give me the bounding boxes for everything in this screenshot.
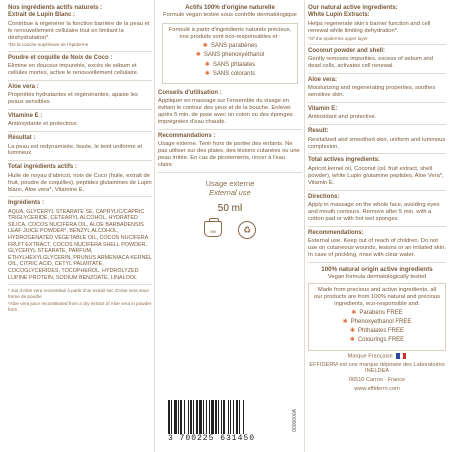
usage-en: External use xyxy=(209,188,251,198)
column-divider xyxy=(304,0,305,452)
en-vite-heading: Vitamin E: xyxy=(308,106,338,113)
en-natural-title: 100% natural origin active ingredients xyxy=(321,265,433,273)
natural-title: Actifs 100% d'origine naturelle xyxy=(185,4,275,11)
ingredients-heading: Ingrédients : xyxy=(8,200,45,207)
free-label: SANS phtalates xyxy=(212,61,256,68)
en-free-intro: Made from precious and active ingredients, all our products are from 100% natural and precious ingredients, eco-responsible and: xyxy=(314,286,440,307)
free-item xyxy=(313,337,441,344)
star-icon: ✱ xyxy=(349,328,355,335)
divider xyxy=(8,160,152,161)
lupin-text: Contribue à régénérer la fonction barrière de la peau et le renouvellement cellulaire tout en limitant la déshydratation*. xyxy=(8,20,150,41)
free-label: SANS colorants xyxy=(212,70,256,77)
aloe-note-en: *Aloe vera juice reconstituted from a dry extract of Aloe vera in powder form xyxy=(8,301,152,312)
en-coco-text: Gently removes impurities, excess of sebum and dead cells, activates cell renewal. xyxy=(308,56,434,70)
coco-text: Elimine en douceur impuretés, excès de sébum et cellules mortes, active le renouvellement cellulaire. xyxy=(8,63,139,77)
divider xyxy=(308,226,446,227)
lupin-heading: Extrait de Lupin Blanc : xyxy=(8,12,76,19)
divider xyxy=(8,196,152,197)
divider xyxy=(308,44,446,45)
star-icon: ✱ xyxy=(195,52,201,59)
divider xyxy=(308,262,446,263)
divider xyxy=(8,109,152,110)
free-label: SANS parabènes xyxy=(210,43,258,50)
divider xyxy=(308,190,446,191)
divider xyxy=(158,129,302,130)
result-text: La peau est redynamisée, lissée, le teint uniforme et lumineux xyxy=(8,143,143,157)
en-directions-text: Apply in massage on the whole face, avoiding eyes and mouth contours. Remove after 5 min. with a cotton pad or with hot wet sponges. xyxy=(308,201,440,222)
symbol-row xyxy=(158,221,302,239)
total-heading: Total ingrédients actifs : xyxy=(8,164,77,171)
en-free-from-box xyxy=(308,283,446,351)
divider xyxy=(8,51,152,52)
section-title: Nos ingrédients actifs naturels : xyxy=(8,4,103,11)
en-total-text: Apricot kernel oil, Coconut (oil, fruit extract, shell powder), white Lupin glutamine peptides, Aloe Vera*, Vitamin E. xyxy=(308,165,444,186)
volume: 50 ml xyxy=(217,203,243,215)
column-french-ingredients xyxy=(8,0,152,452)
barcode-bar xyxy=(244,400,245,434)
en-total-heading: Total actives ingredients: xyxy=(308,157,380,164)
en-result-text: Revitalized and smoothed skin, uniform and luminous complexion. xyxy=(308,136,446,150)
divider xyxy=(158,172,302,173)
star-icon: ✱ xyxy=(204,61,210,68)
free-item xyxy=(313,310,441,317)
column-divider xyxy=(154,0,155,452)
en-aloe-text: Moisturizing and regenerating properties, soothes sensitive skin. xyxy=(308,85,436,99)
en-lupin-note: *Of the epidermis upper layer xyxy=(308,35,368,41)
divider xyxy=(308,73,446,74)
maker-origin-label: Marque Française xyxy=(347,353,393,360)
usage-fr: Usage externe xyxy=(205,179,255,189)
free-label: Phthalates FREE xyxy=(358,328,405,335)
free-label: SANS phenoxyéthanol xyxy=(203,52,265,59)
free-label: Phenoxyethanol FREE xyxy=(350,319,412,326)
pao-jar-icon xyxy=(204,221,222,237)
lupin-note: *De la couche supérieure de l'épiderme xyxy=(8,42,89,48)
star-icon: ✱ xyxy=(202,43,208,50)
aloe-text: Propriétés hydratantes et régénérantes, apaise les peaux sensibles. xyxy=(8,92,138,106)
en-recommend-heading: Recommendations: xyxy=(308,229,364,236)
ingredients-list: AQUA, GLYCERYL STEARATE SE, CAPRYLIC/CAPRIC TRIGLYCERIDE, CETEARYL ALCOHOL, HYDRATED SILICA, COCOS NUCIFERA OIL, ALOE BARBADENSIS LEAF JUICE POWDER*, BENZYL ALCOHOL, HYDROGENATED VEGETABLE OIL, COCOS NUCIFERA FRUIT EXTRACT, COCOS NUCIFERA SHELL POWDER, GLYCERYL STEARATE, PARFUM, ETHYLHEXYLGLYCERIN, PRUNUS ARMENIACA KERNEL OIL, CITRIC ACID, CETYL PALMITATE, COCOGLYCERIDES, TOCOPHEROL, HYDROLYZED LUPINE PROTEIN, SODIUM BENZOATE, LINALOOL xyxy=(8,208,152,281)
recommend-heading: Recommandations : xyxy=(158,133,216,140)
vite-heading: Vitamine E : xyxy=(8,113,43,120)
result-heading: Résultat : xyxy=(8,135,36,142)
free-intro: Formulé à partir d'ingrédients naturels précieux, nos produits sont éco-responsables et : xyxy=(168,27,292,41)
recycle-icon: ♻ xyxy=(238,221,256,239)
aloe-heading: Aloe vera : xyxy=(8,84,39,91)
column-english xyxy=(308,0,446,452)
divider xyxy=(308,153,446,154)
vite-text: Antioxydante et protectrice. xyxy=(8,121,79,128)
free-item xyxy=(313,328,441,335)
en-lupin-heading: White Lupin Extracts: xyxy=(308,12,370,19)
divider xyxy=(8,284,152,285)
divider xyxy=(308,102,446,103)
star-icon: ✱ xyxy=(349,337,355,344)
free-label: Parabens FREE xyxy=(359,309,403,316)
vegan-subtitle: Formule vegan testée sous contrôle dermatologique xyxy=(163,12,297,19)
advice-text: Appliquer en massage sur l'ensemble du visage en évitant le contour des yeux et de la bouche. Enlever après 5 min. de pose avec un coton ou des éponges imprégnées d'eau chaude. xyxy=(158,98,293,126)
free-item xyxy=(313,319,441,326)
free-item xyxy=(167,62,293,69)
en-directions-heading: Directions: xyxy=(308,193,340,200)
lot-number: 0000000A xyxy=(292,409,298,432)
aloe-note-fr: * Jus d'Aloe vera reconstitué à partir d'un extrait sec d'Aloe vera sous forme de poudre xyxy=(8,288,149,299)
maker-website: www.effiderm.com xyxy=(354,385,400,392)
barcode xyxy=(168,400,298,444)
star-icon: ✱ xyxy=(204,70,210,77)
divider xyxy=(308,124,446,125)
maker-company: EFFIDERM est une marque déposée des Laboratoires INELDEA xyxy=(309,361,445,375)
en-title: Our natural active ingredients: xyxy=(308,4,398,11)
total-text: Huile de noyau d'abricot, noix de Coco (huile, extrait de fruit, poudre de coquilles), peptides glutamines de Lupin blanc, Aloe vera*, Vitamine E. xyxy=(8,172,152,193)
coco-heading: Poudre et coquille de Noix de Coco : xyxy=(8,54,113,61)
star-icon: ✱ xyxy=(342,319,348,326)
french-flag-icon xyxy=(396,353,406,359)
column-center xyxy=(158,0,302,452)
en-vegan: Vegan formula dermatologically tested xyxy=(327,274,427,281)
barcode-number: 3 700225 631450 xyxy=(168,434,256,444)
free-item xyxy=(167,71,293,78)
divider xyxy=(8,80,152,81)
en-result-heading: Result: xyxy=(308,128,329,135)
barcode-bars xyxy=(168,400,298,434)
free-label: Colourings FREE xyxy=(357,337,405,344)
en-lupin-text: Helps regenerate skin's barrier function and cell renewal while limiting dehydration*. xyxy=(308,20,431,34)
advice-heading: Conseils d'utilisation : xyxy=(158,90,222,97)
free-from-box xyxy=(162,23,298,84)
free-item xyxy=(167,52,293,59)
pao-label: 9M xyxy=(210,229,216,235)
star-icon: ✱ xyxy=(351,309,357,316)
free-item xyxy=(167,43,293,50)
maker-address: 06510 Carros · France xyxy=(348,377,406,384)
en-coco-heading: Coconut powder and shell: xyxy=(308,48,386,55)
en-vite-text: Antioxidant and protective. xyxy=(308,114,377,121)
maker-origin xyxy=(308,353,446,360)
usage-block xyxy=(158,179,302,197)
divider xyxy=(8,131,152,132)
recommend-text: Usage externe. Tenir hors de portée des enfants. Ne pas utiliser sur des plaies, des lésions cutanées ou une peau irritée. En cas de picotements, rincer à l'eau claire. xyxy=(158,141,300,169)
en-aloe-heading: Aloe vera: xyxy=(308,77,338,84)
en-recommend-text: External use. Keep out of reach of children. Do not use on cutaneous wounds, lesions or an irritated skin. In case of prickling, rinse with clear water. xyxy=(308,237,446,258)
